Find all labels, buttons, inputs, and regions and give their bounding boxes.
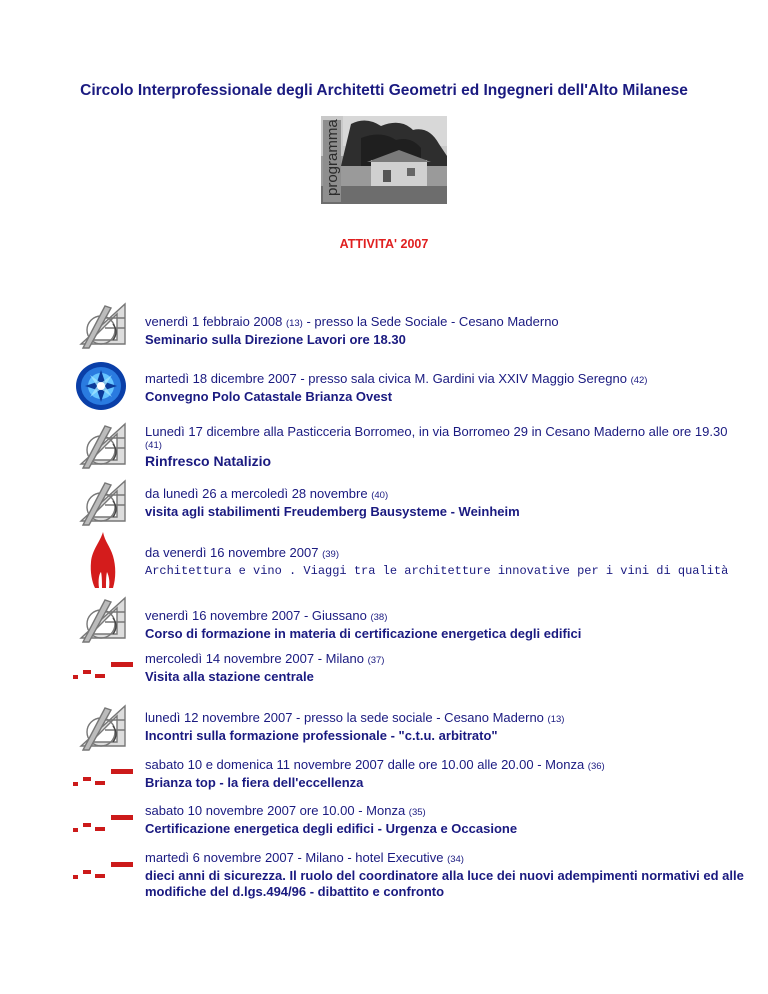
red-dashes-icon: [73, 767, 135, 787]
event-item: [145, 314, 745, 348]
event-date-line: da lunedì 26 a mercoledì 28 novembre: [145, 486, 368, 501]
event-date-line: sabato 10 e domenica 11 novembre 2007 dalle ore 10.00 alle 20.00 - Monza: [145, 757, 585, 772]
drafting-tools-icon: [75, 418, 131, 470]
event-date-line: sabato 10 novembre 2007 ore 10.00 - Monza: [145, 803, 406, 818]
red-dashes-icon: [73, 660, 135, 680]
drafting-tools-icon: [75, 592, 131, 644]
event-title[interactable]: Rinfresco Natalizio: [145, 453, 272, 469]
event-title[interactable]: Convegno Polo Catastale Brianza Ovest: [145, 389, 393, 404]
event-date-line: martedì 6 novembre 2007 - Milano - hotel Executive: [145, 850, 444, 865]
drafting-tools-icon: [75, 298, 131, 350]
event-number: (34): [447, 854, 464, 865]
event-date-line: da venerdì 16 novembre 2007: [145, 545, 319, 560]
red-dashes-icon: [73, 813, 135, 833]
event-number: (42): [630, 375, 648, 386]
red-flame-icon: [88, 532, 118, 588]
drafting-tools-icon: [75, 475, 131, 527]
event-item: [145, 651, 745, 685]
event-date-line: lunedì 12 novembre 2007 - presso la sede sociale - Cesano Maderno: [145, 710, 544, 725]
event-number: (13): [547, 714, 565, 725]
event-number: (36): [587, 761, 605, 772]
event-title[interactable]: Visita alla stazione centrale: [145, 669, 314, 684]
event-date-line: martedì 18 dicembre 2007 - presso sala civica M. Gardini via XXIV Maggio Seregno: [145, 371, 627, 386]
blue-mandala-icon: [75, 361, 127, 411]
event-item: [145, 371, 745, 405]
event-item: [145, 545, 745, 579]
event-title[interactable]: Certificazione energetica degli edifici - Urgenza e Occasione: [145, 821, 518, 836]
event-item: [145, 757, 745, 791]
event-date-line: Lunedì 17 dicembre alla Pasticceria Borromeo, in via Borromeo 29 in Cesano Maderno alle ore 19.30: [145, 424, 728, 439]
event-number: (13): [285, 318, 303, 329]
event-number: (37): [367, 655, 385, 666]
event-date-line: mercoledì 14 novembre 2007 - Milano: [145, 651, 364, 666]
event-item: [145, 608, 745, 642]
event-number: (39): [322, 549, 339, 560]
event-title[interactable]: Architettura e vino . Viaggi tra le architetture innovative per i vini di qualità: [145, 564, 729, 578]
programma-photo: [321, 116, 447, 204]
event-item: [145, 424, 745, 469]
section-title: ATTIVITA' 2007: [339, 237, 429, 251]
event-number: (40): [371, 490, 389, 501]
event-date-line: venerdì 1 febbraio 2008: [145, 314, 283, 329]
event-number: (35): [408, 807, 426, 818]
event-title[interactable]: Corso di formazione in materia di certificazione energetica degli edifici: [145, 626, 582, 641]
event-date-line: venerdì 16 novembre 2007 - Giussano: [145, 608, 367, 623]
event-item: [145, 850, 745, 900]
event-title[interactable]: Brianza top - la fiera dell'eccellenza: [145, 775, 364, 790]
event-title[interactable]: Incontri sulla formazione professionale - "c.t.u. arbitrato": [145, 728, 498, 743]
red-dashes-icon: [73, 860, 135, 880]
event-item: [145, 486, 745, 520]
event-title[interactable]: visita agli stabilimenti Freudemberg Bausysteme - Weinheim: [145, 504, 520, 519]
event-item: [145, 803, 745, 837]
drafting-tools-icon: [75, 700, 131, 752]
event-item: [145, 710, 745, 744]
event-title[interactable]: dieci anni di sicurezza. Il ruolo del coordinatore alla luce dei nuovi adempimenti normativi ed alle modifiche del d.lgs.494/96 - dibattito e confronto: [145, 868, 744, 899]
event-title[interactable]: Seminario sulla Direzione Lavori ore 18.30: [145, 332, 406, 347]
event-number: (38): [370, 612, 388, 623]
event-date-line-rest: - presso la Sede Sociale - Cesano Maderno: [302, 314, 559, 329]
page-title: Circolo Interprofessionale degli Architetti Geometri ed Ingegneri dell'Alto Milanese: [80, 82, 688, 99]
programma-label: programma: [324, 119, 341, 196]
event-number: (41): [145, 440, 162, 451]
